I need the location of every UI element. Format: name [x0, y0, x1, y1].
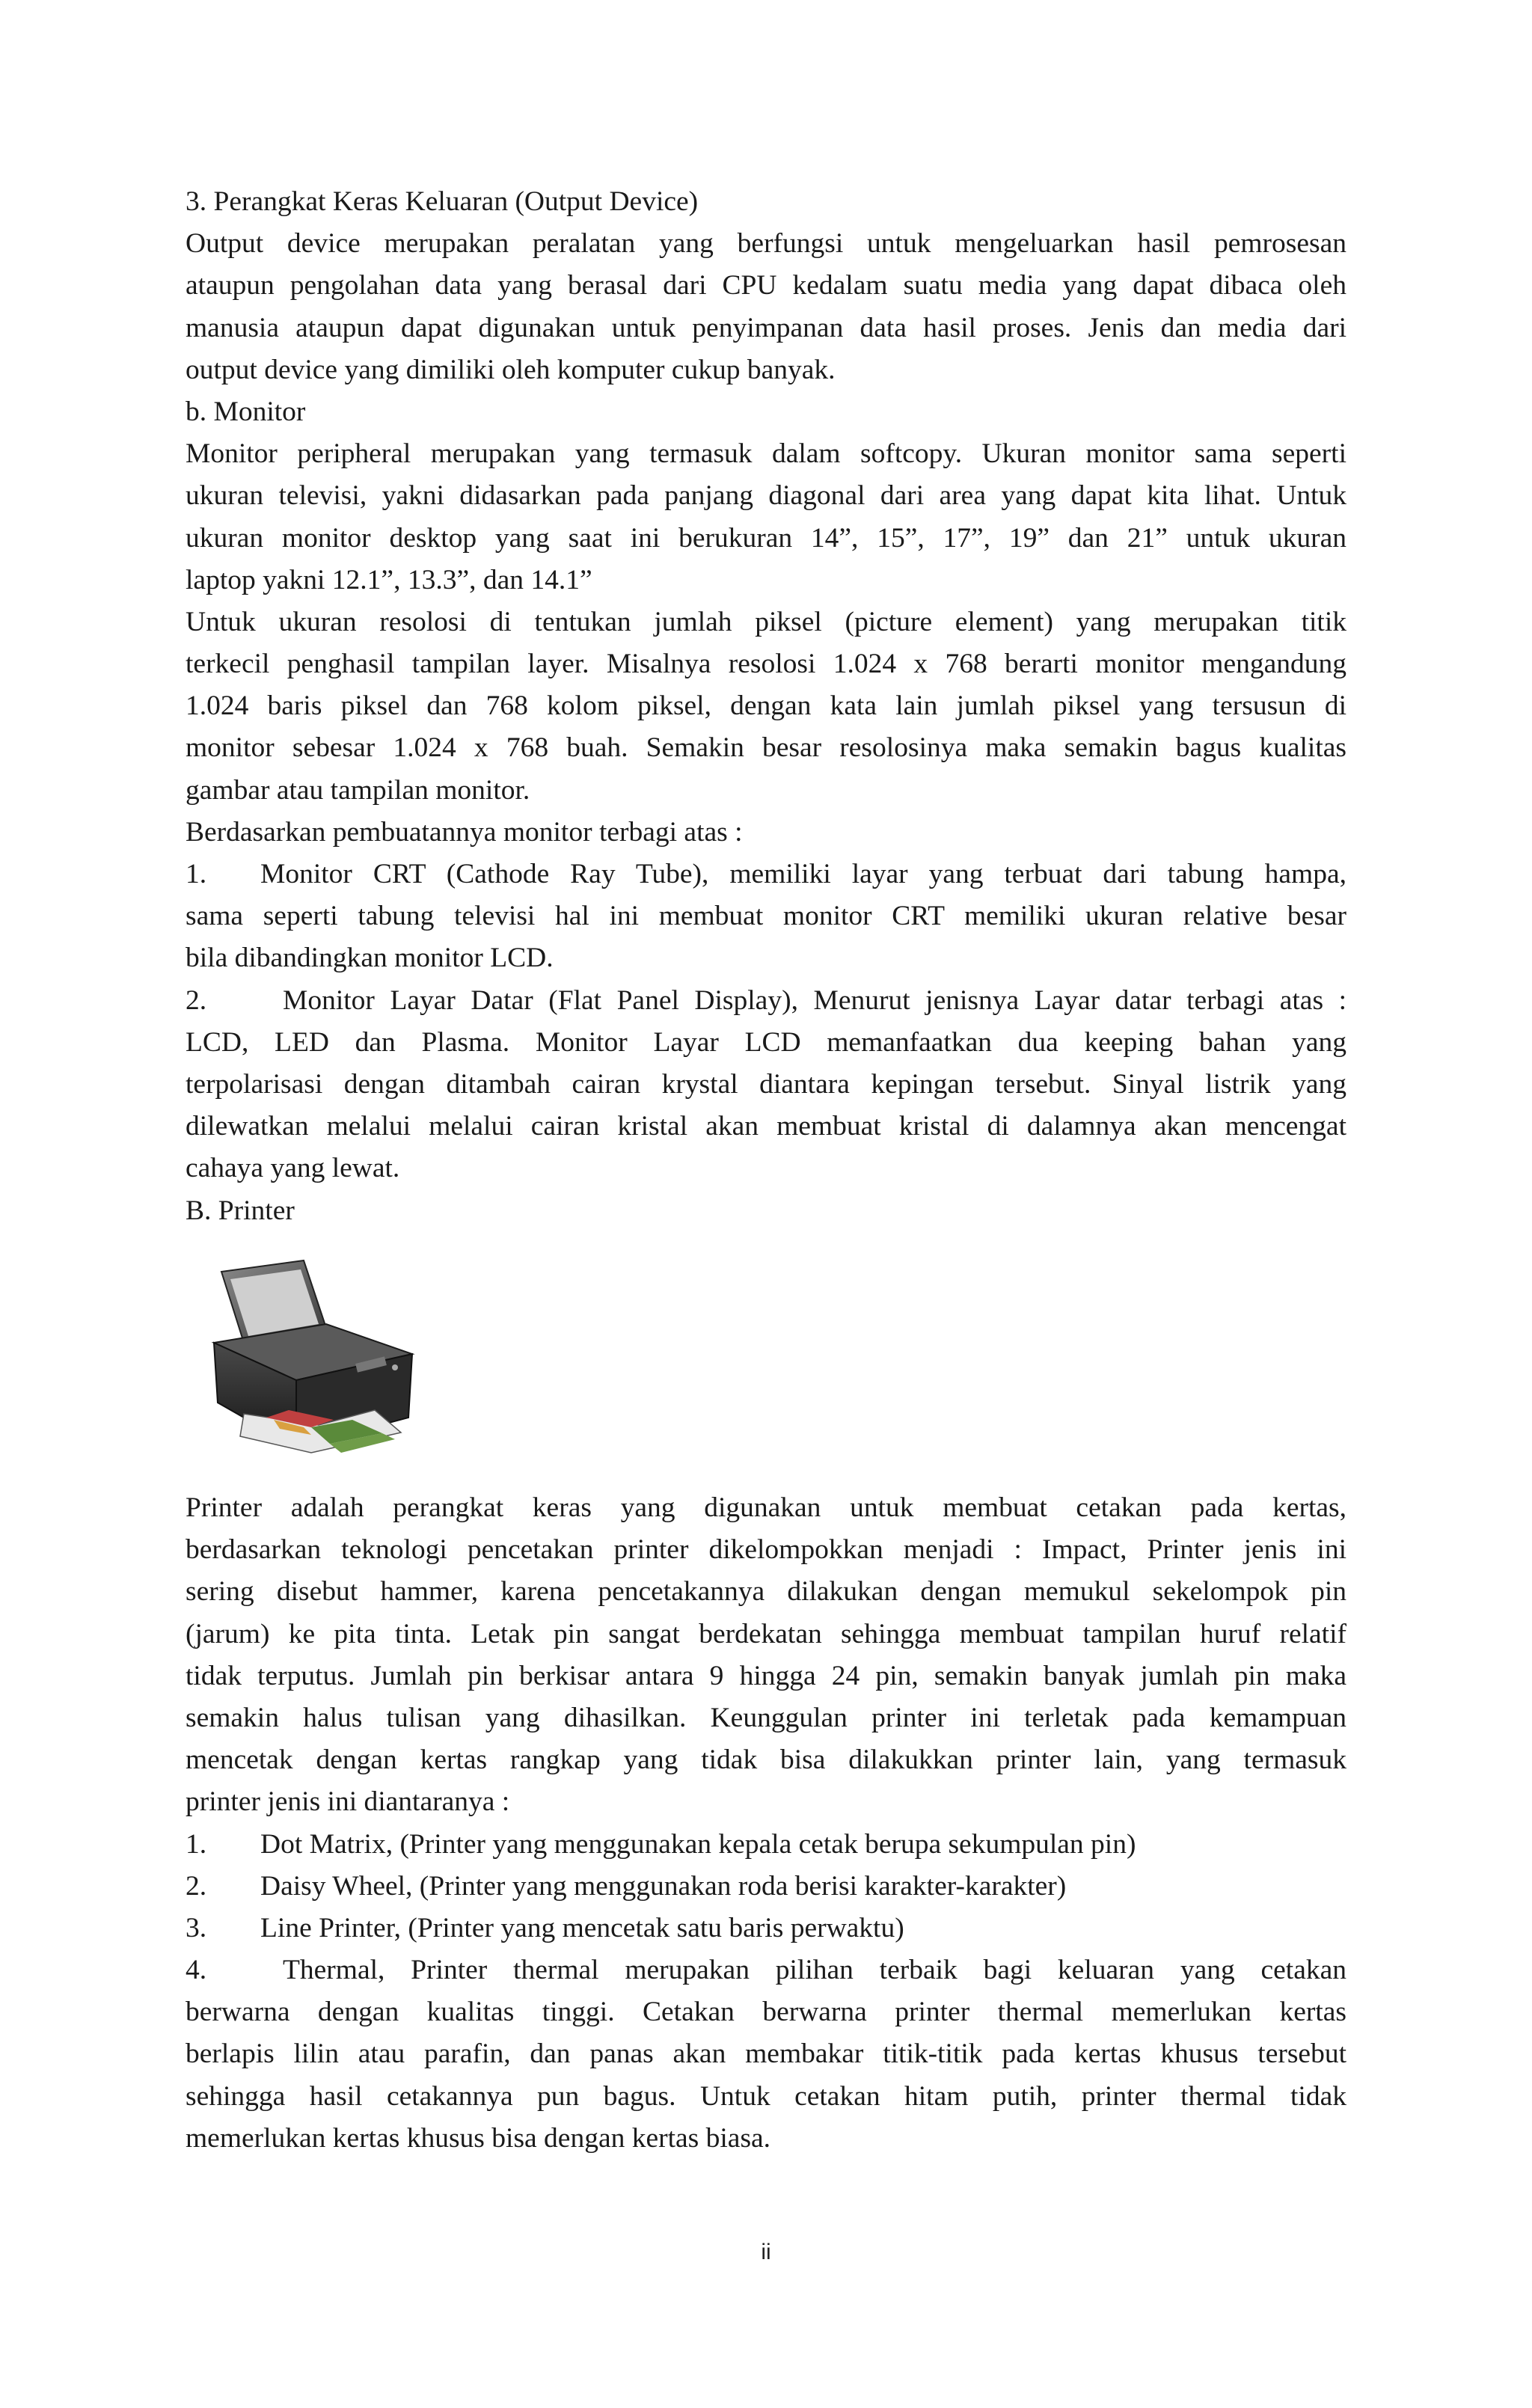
list-item-line: LCD, LED dan Plasma. Monitor Layar LCD memanfaatkan dua keeping bahan yang: [186, 1026, 1346, 1058]
paragraph-line: ukuran monitor desktop yang saat ini berukuran 14”, 15”, 17”, 19” dan 21” untuk ukuran: [186, 522, 1346, 554]
paragraph-line: tidak terputus. Jumlah pin berkisar antara 9 hingga 24 pin, semakin banyak jumlah pin maka: [186, 1660, 1346, 1691]
list-item-line: sehingga hasil cetakannya pun bagus. Untuk cetakan hitam putih, printer thermal tidak: [186, 2080, 1346, 2112]
paragraph-line: semakin halus tulisan yang dihasilkan. Keunggulan printer ini terletak pada kemampuan: [186, 1702, 1346, 1733]
list-item-line: sama seperti tabung televisi hal ini membuat monitor CRT memiliki ukuran relative besar: [186, 901, 1346, 932]
paragraph-line: Berdasarkan pembuatannya monitor terbagi atas :: [186, 816, 743, 848]
list-item-line: 2. Daisy Wheel, (Printer yang menggunakan roda berisi karakter-karakter): [186, 1870, 1067, 1902]
paragraph-line: Untuk ukuran resolosi di tentukan jumlah piksel (picture element) yang merupakan titik: [186, 606, 1346, 637]
paragraph-line: laptop yakni 12.1”, 13.3”, dan 14.1”: [186, 564, 592, 595]
paragraph-line: monitor sebesar 1.024 x 768 buah. Semakin besar resolosinya maka semakin bagus kualitas: [186, 732, 1346, 764]
list-item-line: dilewatkan melalui melalui cairan kristal akan membuat kristal di dalamnya akan mencengat: [186, 1111, 1346, 1142]
paragraph-line: Printer adalah perangkat keras yang digunakan untuk membuat cetakan pada kertas,: [186, 1492, 1346, 1523]
list-item-line: 1. Dot Matrix, (Printer yang menggunakan kepala cetak berupa sekumpulan pin): [186, 1828, 1136, 1860]
list-item-line: memerlukan kertas khusus bisa dengan kertas biasa.: [186, 2122, 771, 2154]
printer-image: [199, 1257, 423, 1481]
paragraph-line: gambar atau tampilan monitor.: [186, 774, 530, 806]
paragraph-line: manusia ataupun dapat digunakan untuk penyimpanan data hasil proses. Jenis dan media dari: [186, 312, 1346, 343]
paragraph-line: sering disebut hammer, karena pencetakannya dilakukan dengan memukul sekelompok pin: [186, 1576, 1346, 1608]
list-item-line: 3. Line Printer, (Printer yang mencetak satu baris perwaktu): [186, 1912, 904, 1943]
paragraph-line: 1.024 baris piksel dan 768 kolom piksel, dengan kata lain jumlah piksel yang tersusun di: [186, 690, 1346, 722]
page-number: ii: [761, 2240, 771, 2264]
printer-heading: B. Printer: [186, 1195, 295, 1226]
list-item-line: terpolarisasi dengan ditambah cairan krystal diantara kepingan tersebut. Sinyal listrik yang: [186, 1068, 1346, 1100]
list-item-line: berlapis lilin atau parafin, dan panas akan membakar titik-titik pada kertas khusus tersebut: [186, 2038, 1346, 2070]
paragraph-line: Monitor peripheral merupakan yang termasuk dalam softcopy. Ukuran monitor sama seperti: [186, 438, 1346, 470]
section-heading: 3. Perangkat Keras Keluaran (Output Device): [186, 186, 699, 217]
paragraph-line: output device yang dimiliki oleh komputer cukup banyak.: [186, 354, 836, 385]
list-item-line: cahaya yang lewat.: [186, 1153, 400, 1184]
paragraph-line: printer jenis ini diantaranya :: [186, 1786, 510, 1818]
paragraph-line: mencetak dengan kertas rangkap yang tidak bisa dilakukkan printer lain, yang termasuk: [186, 1744, 1346, 1776]
paragraph-line: Output device merupakan peralatan yang berfungsi untuk mengeluarkan hasil pemrosesan: [186, 228, 1346, 260]
paragraph-line: ukuran televisi, yakni didasarkan pada panjang diagonal dari area yang dapat kita lihat. Untuk: [186, 480, 1346, 512]
list-item-line: berwarna dengan kualitas tinggi. Cetakan berwarna printer thermal memerlukan kertas: [186, 1997, 1346, 2028]
paragraph-line: berdasarkan teknologi pencetakan printer dikelompokkan menjadi : Impact, Printer jenis ini: [186, 1534, 1346, 1566]
printer-icon: [199, 1257, 423, 1481]
list-item-line: 2. Monitor Layar Datar (Flat Panel Display), Menurut jenisnya Layar datar terbagi atas :: [186, 984, 1346, 1016]
paragraph-line: ataupun pengolahan data yang berasal dari CPU kedalam suatu media yang dapat dibaca oleh: [186, 270, 1346, 301]
paragraph-line: (jarum) ke pita tinta. Letak pin sangat berdekatan sehingga membuat tampilan huruf relatif: [186, 1618, 1346, 1649]
list-item-line: 1. Monitor CRT (Cathode Ray Tube), memiliki layar yang terbuat dari tabung hampa,: [186, 859, 1346, 889]
list-item-line: bila dibandingkan monitor LCD.: [186, 943, 554, 974]
list-item-line: 4. Thermal, Printer thermal merupakan pilihan terbaik bagi keluaran yang cetakan: [186, 1955, 1346, 1986]
monitor-heading: b. Monitor: [186, 396, 306, 427]
paragraph-line: terkecil penghasil tampilan layer. Misalnya resolosi 1.024 x 768 berarti monitor mengandung: [186, 649, 1346, 680]
